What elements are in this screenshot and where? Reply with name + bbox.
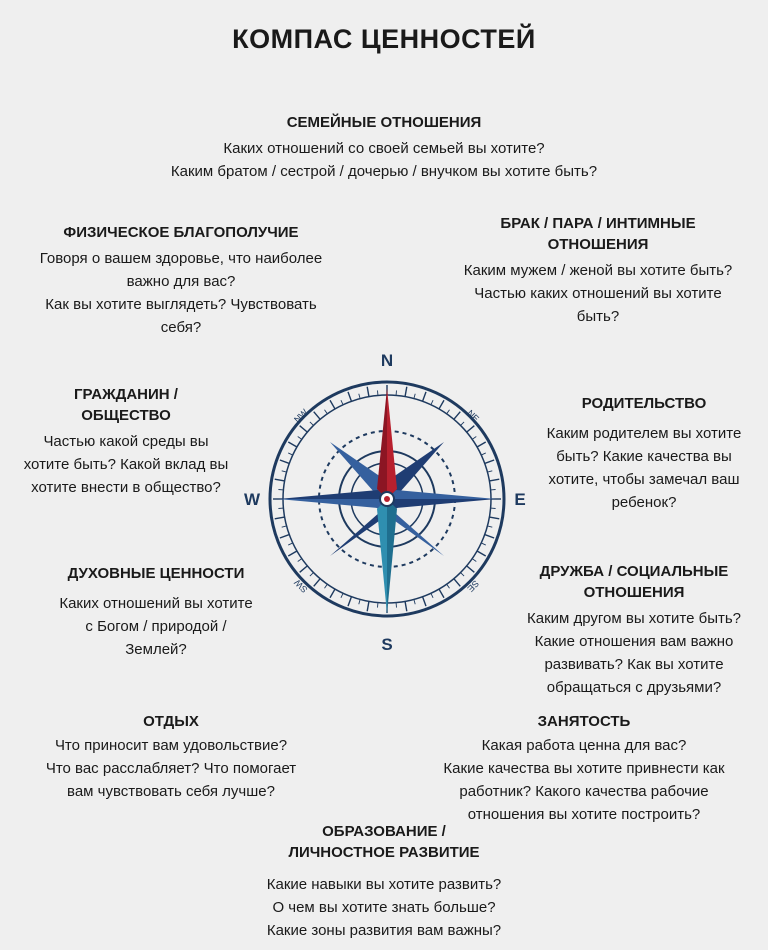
compass-tick: [439, 589, 444, 598]
star-point-w-top: [278, 490, 387, 499]
section-title: [430, 213, 766, 255]
compass-tick: [485, 535, 494, 538]
star-point-e-bottom: [387, 499, 496, 508]
compass-tick: [298, 436, 302, 439]
section-title: РОДИТЕЛЬСТВО: [581, 395, 707, 412]
compass-tick: [431, 400, 433, 405]
compass-label-e: E: [514, 490, 526, 509]
question-line: Каких отношений со своей семьей вы хотите?: [223, 140, 545, 157]
question-line: Какие навыки вы хотите развить?: [266, 876, 502, 893]
section-friendship: [502, 561, 766, 699]
question-line: Какие отношения вам важно: [534, 633, 734, 650]
section-marriage: [430, 213, 766, 328]
question-line: О чем вы хотите знать больше?: [272, 899, 496, 916]
compass-tick: [481, 543, 486, 545]
question-line: важно для вас?: [126, 273, 236, 290]
needle-south-right: [387, 499, 397, 614]
compass-tick: [423, 597, 426, 606]
section-title-line: ОТНОШЕНИЯ: [547, 236, 649, 253]
compass-tick: [282, 471, 287, 472]
needle-south-left: [377, 499, 387, 614]
compass-tick: [298, 559, 302, 562]
section-title: [2, 384, 250, 426]
needle-north-left: [377, 388, 387, 499]
question-line: Говоря о вашем здоровье, что наиболее: [39, 250, 323, 267]
compass-label-sw: SW: [292, 577, 310, 595]
compass-tick: [454, 412, 460, 420]
needle-north-right: [387, 388, 397, 499]
section-title-line: БРАК / ПАРА / ИНТИМНЫЕ: [500, 215, 696, 232]
section-title-line: ОТНОШЕНИЯ: [583, 584, 685, 601]
compass-label-ne: NE: [465, 407, 482, 424]
section-family: [134, 112, 634, 183]
star-point-e-top: [387, 490, 496, 499]
question-line: хотите внести в общество?: [31, 479, 221, 496]
compass-tick: [314, 412, 320, 420]
compass-tick: [275, 479, 285, 481]
section-work: [404, 711, 764, 826]
section-title: ОТДЫХ: [143, 713, 199, 730]
question-line: Частью каких отношений вы хотите: [474, 285, 722, 302]
question-line: Какие зоны развития вам важны?: [266, 922, 502, 939]
compass-tick: [367, 601, 369, 611]
compass-tick: [359, 599, 360, 604]
section-title: [502, 561, 766, 603]
compass-tick: [288, 551, 297, 556]
section-rest: [10, 711, 332, 803]
section-title: ФИЗИЧЕСКОЕ БЛАГОПОЛУЧИЕ: [63, 224, 299, 241]
compass-tick: [447, 584, 450, 588]
compass-tick: [310, 573, 314, 577]
section-spiritual: [40, 563, 272, 661]
question-line: Что вас расслабляет? Что помогает: [45, 760, 297, 777]
question-line: Какая работа ценна для вас?: [481, 737, 687, 754]
question-line: быть? Какие качества вы: [556, 448, 732, 465]
compass-tick: [439, 400, 444, 409]
compass-tick: [300, 566, 308, 572]
section-title-line: ОБРАЗОВАНИЕ /: [322, 823, 446, 840]
compass-tick: [447, 410, 450, 414]
compass-tick: [324, 584, 327, 588]
question-line: Что приносит вам удовольствие?: [54, 737, 288, 754]
question-line: Землей?: [125, 641, 187, 658]
compass-tick: [282, 526, 287, 527]
compass-tick: [405, 601, 407, 611]
section-title-line: ГРАЖДАНИН /: [74, 386, 178, 403]
compass-label-nw: NW: [292, 407, 310, 425]
compass-tick: [324, 410, 327, 414]
compass-tick: [280, 460, 289, 463]
question-line: работник? Какого качества рабочие: [459, 783, 709, 800]
question-line: Какие качества вы хотите привнести как: [443, 760, 725, 777]
section-title-line: ОБЩЕСТВО: [81, 407, 171, 424]
section-title: [200, 821, 568, 863]
compass-tick: [341, 593, 343, 598]
compass-tick: [431, 593, 433, 598]
section-title: ДУХОВНЫЕ ЦЕННОСТИ: [67, 565, 245, 582]
question-line: обращаться с друзьями?: [546, 679, 722, 696]
compass-tick: [359, 394, 360, 399]
compass-tick: [489, 479, 499, 481]
question-line: ребенок?: [611, 494, 677, 511]
page-title: КОМПАС ЦЕННОСТЕЙ: [232, 24, 536, 54]
compass-tick: [330, 589, 335, 598]
compass-tick: [454, 579, 460, 587]
compass-label-n: N: [380, 351, 394, 370]
section-title-line: ЛИЧНОСТНОЕ РАЗВИТИЕ: [288, 844, 480, 861]
compass-pivot-dot: [384, 496, 390, 502]
section-title: СЕМЕЙНЫЕ ОТНОШЕНИЯ: [286, 114, 482, 131]
question-line: отношения вы хотите построить?: [467, 806, 701, 823]
question-line: Каких отношений вы хотите: [59, 595, 253, 612]
compass-tick: [477, 551, 486, 556]
section-citizen: [2, 384, 250, 499]
question-line: вам чувствовать себя лучше?: [67, 783, 275, 800]
question-line: Как вы хотите выглядеть? Чувствовать: [45, 296, 317, 313]
compass-tick: [487, 526, 492, 527]
question-line: хотите быть? Какой вклад вы: [23, 456, 229, 473]
compass-tick: [300, 426, 308, 432]
question-line: Каким братом / сестрой / дочерью / внучком вы хотите быть?: [170, 163, 598, 180]
question-line: с Богом / природой /: [85, 618, 227, 635]
section-title-line: ДРУЖБА / СОЦИАЛЬНЫЕ: [539, 563, 729, 580]
compass-tick: [477, 442, 486, 447]
compass-tick: [288, 453, 293, 455]
compass-tick: [485, 460, 494, 463]
question-line: хотите, чтобы замечал ваш: [548, 471, 740, 488]
compass-tick: [481, 453, 486, 455]
compass-tick: [288, 442, 297, 447]
question-line: развивать? Как вы хотите: [544, 656, 724, 673]
question-line: Частью какой среды вы: [43, 433, 209, 450]
compass-tick: [341, 400, 343, 405]
question-line: Каким мужем / женой вы хотите быть?: [463, 262, 733, 279]
compass-tick: [467, 566, 475, 572]
compass-tick: [489, 517, 499, 519]
section-parenting: [524, 393, 764, 514]
compass-tick: [367, 387, 369, 397]
compass-rose: [243, 348, 526, 658]
compass-tick: [275, 517, 285, 519]
compass-tick: [310, 422, 314, 426]
compass-tick: [414, 394, 415, 399]
compass-tick: [414, 599, 415, 604]
question-line: себя?: [160, 319, 202, 336]
compass-icon: [243, 348, 526, 658]
compass-tick: [280, 535, 289, 538]
compass-tick: [472, 559, 476, 562]
compass-tick: [330, 400, 335, 409]
question-line: Каким другом вы хотите быть?: [526, 610, 741, 627]
compass-tick: [461, 573, 465, 577]
compass-tick: [467, 426, 475, 432]
section-education: [200, 821, 568, 942]
question-line: быть?: [576, 308, 620, 325]
compass-tick: [487, 471, 492, 472]
compass-label-w: W: [243, 490, 261, 509]
section-physical: [4, 222, 358, 339]
compass-label-se: SE: [465, 578, 481, 594]
compass-tick: [288, 543, 293, 545]
section-title: ЗАНЯТОСТЬ: [537, 713, 631, 730]
compass-tick: [348, 597, 351, 606]
compass-tick: [405, 387, 407, 397]
compass-tick: [461, 422, 465, 426]
compass-tick: [348, 392, 351, 401]
compass-label-s: S: [381, 635, 393, 654]
compass-tick: [314, 579, 320, 587]
compass-tick: [472, 436, 476, 439]
question-line: Каким родителем вы хотите: [546, 425, 742, 442]
compass-tick: [423, 392, 426, 401]
star-point-w-bottom: [278, 499, 387, 508]
